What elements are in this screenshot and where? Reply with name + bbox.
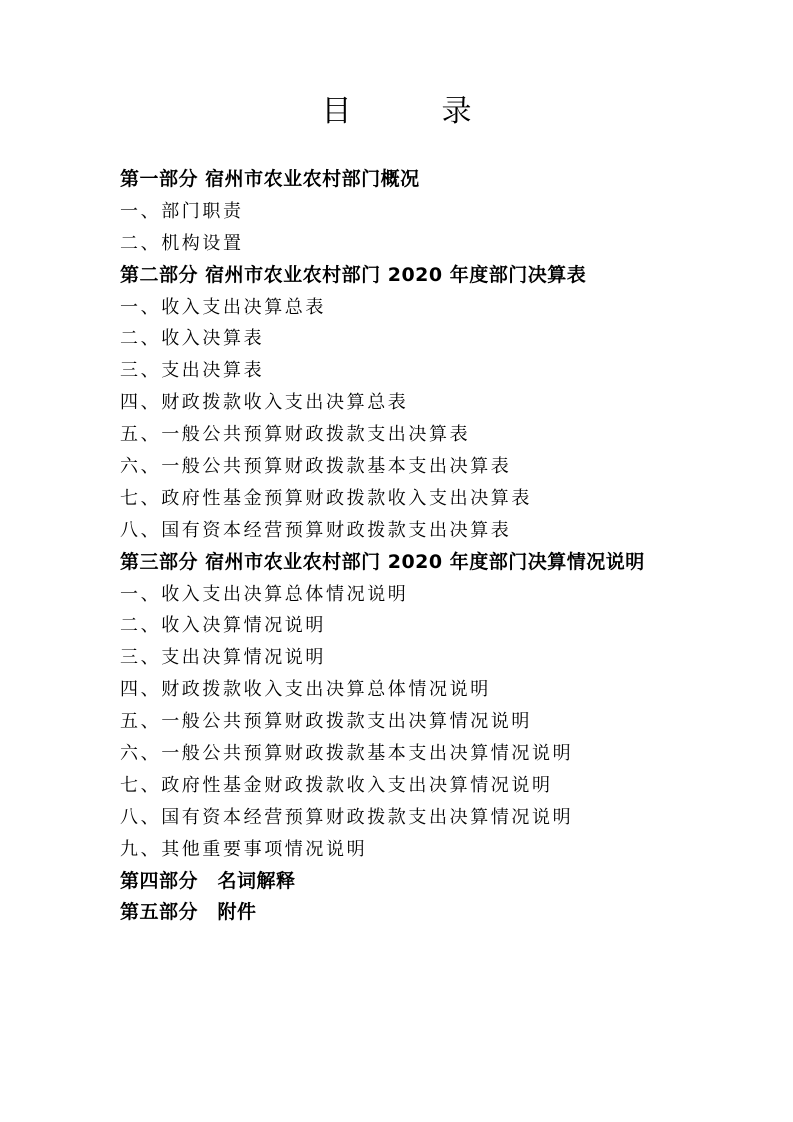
toc-part-1: 第一部分 宿州市农业农村部门概况: [120, 168, 420, 190]
toc-part-5: 第五部分 附件: [120, 901, 257, 924]
toc-item: 九、其他重要事项情况说明: [120, 838, 368, 860]
toc-item: 二、收入决算情况说明: [120, 615, 326, 637]
table-of-contents: [120, 164, 720, 929]
toc-item: 三、支出决算表: [120, 360, 265, 382]
toc-item: 六、一般公共预算财政拨款基本支出决算表: [120, 456, 512, 478]
toc-item: 七、政府性基金预算财政拨款收入支出决算表: [120, 487, 532, 509]
toc-item: 七、政府性基金财政拨款收入支出决算情况说明: [120, 774, 553, 796]
toc-item: 四、财政拨款收入支出决算总表: [120, 392, 409, 414]
toc-part-3: 第三部分 宿州市农业农村部门 2020 年度部门决算情况说明: [120, 550, 645, 573]
toc-part-2: 第二部分 宿州市农业农村部门 2020 年度部门决算表: [120, 263, 587, 286]
toc-item: 四、财政拨款收入支出决算总体情况说明: [120, 679, 491, 701]
toc-item: 一、收入支出决算总表: [120, 296, 326, 318]
toc-item: 八、国有资本经营预算财政拨款支出决算表: [120, 519, 512, 541]
toc-item: 三、支出决算情况说明: [120, 647, 326, 669]
page-title: 目 录: [321, 94, 502, 129]
toc-part-4: 第四部分 名词解释: [120, 869, 296, 892]
toc-item: 五、一般公共预算财政拨款支出决算情况说明: [120, 711, 532, 733]
toc-item: 一、收入支出决算总体情况说明: [120, 583, 409, 605]
toc-item: 五、一般公共预算财政拨款支出决算表: [120, 424, 471, 446]
toc-item: 八、国有资本经营预算财政拨款支出决算情况说明: [120, 806, 574, 828]
toc-item: 二、收入决算表: [120, 328, 265, 350]
toc-item: 二、机构设置: [120, 232, 244, 254]
toc-item: 六、一般公共预算财政拨款基本支出决算情况说明: [120, 743, 574, 765]
toc-item: 一、部门职责: [120, 200, 244, 222]
